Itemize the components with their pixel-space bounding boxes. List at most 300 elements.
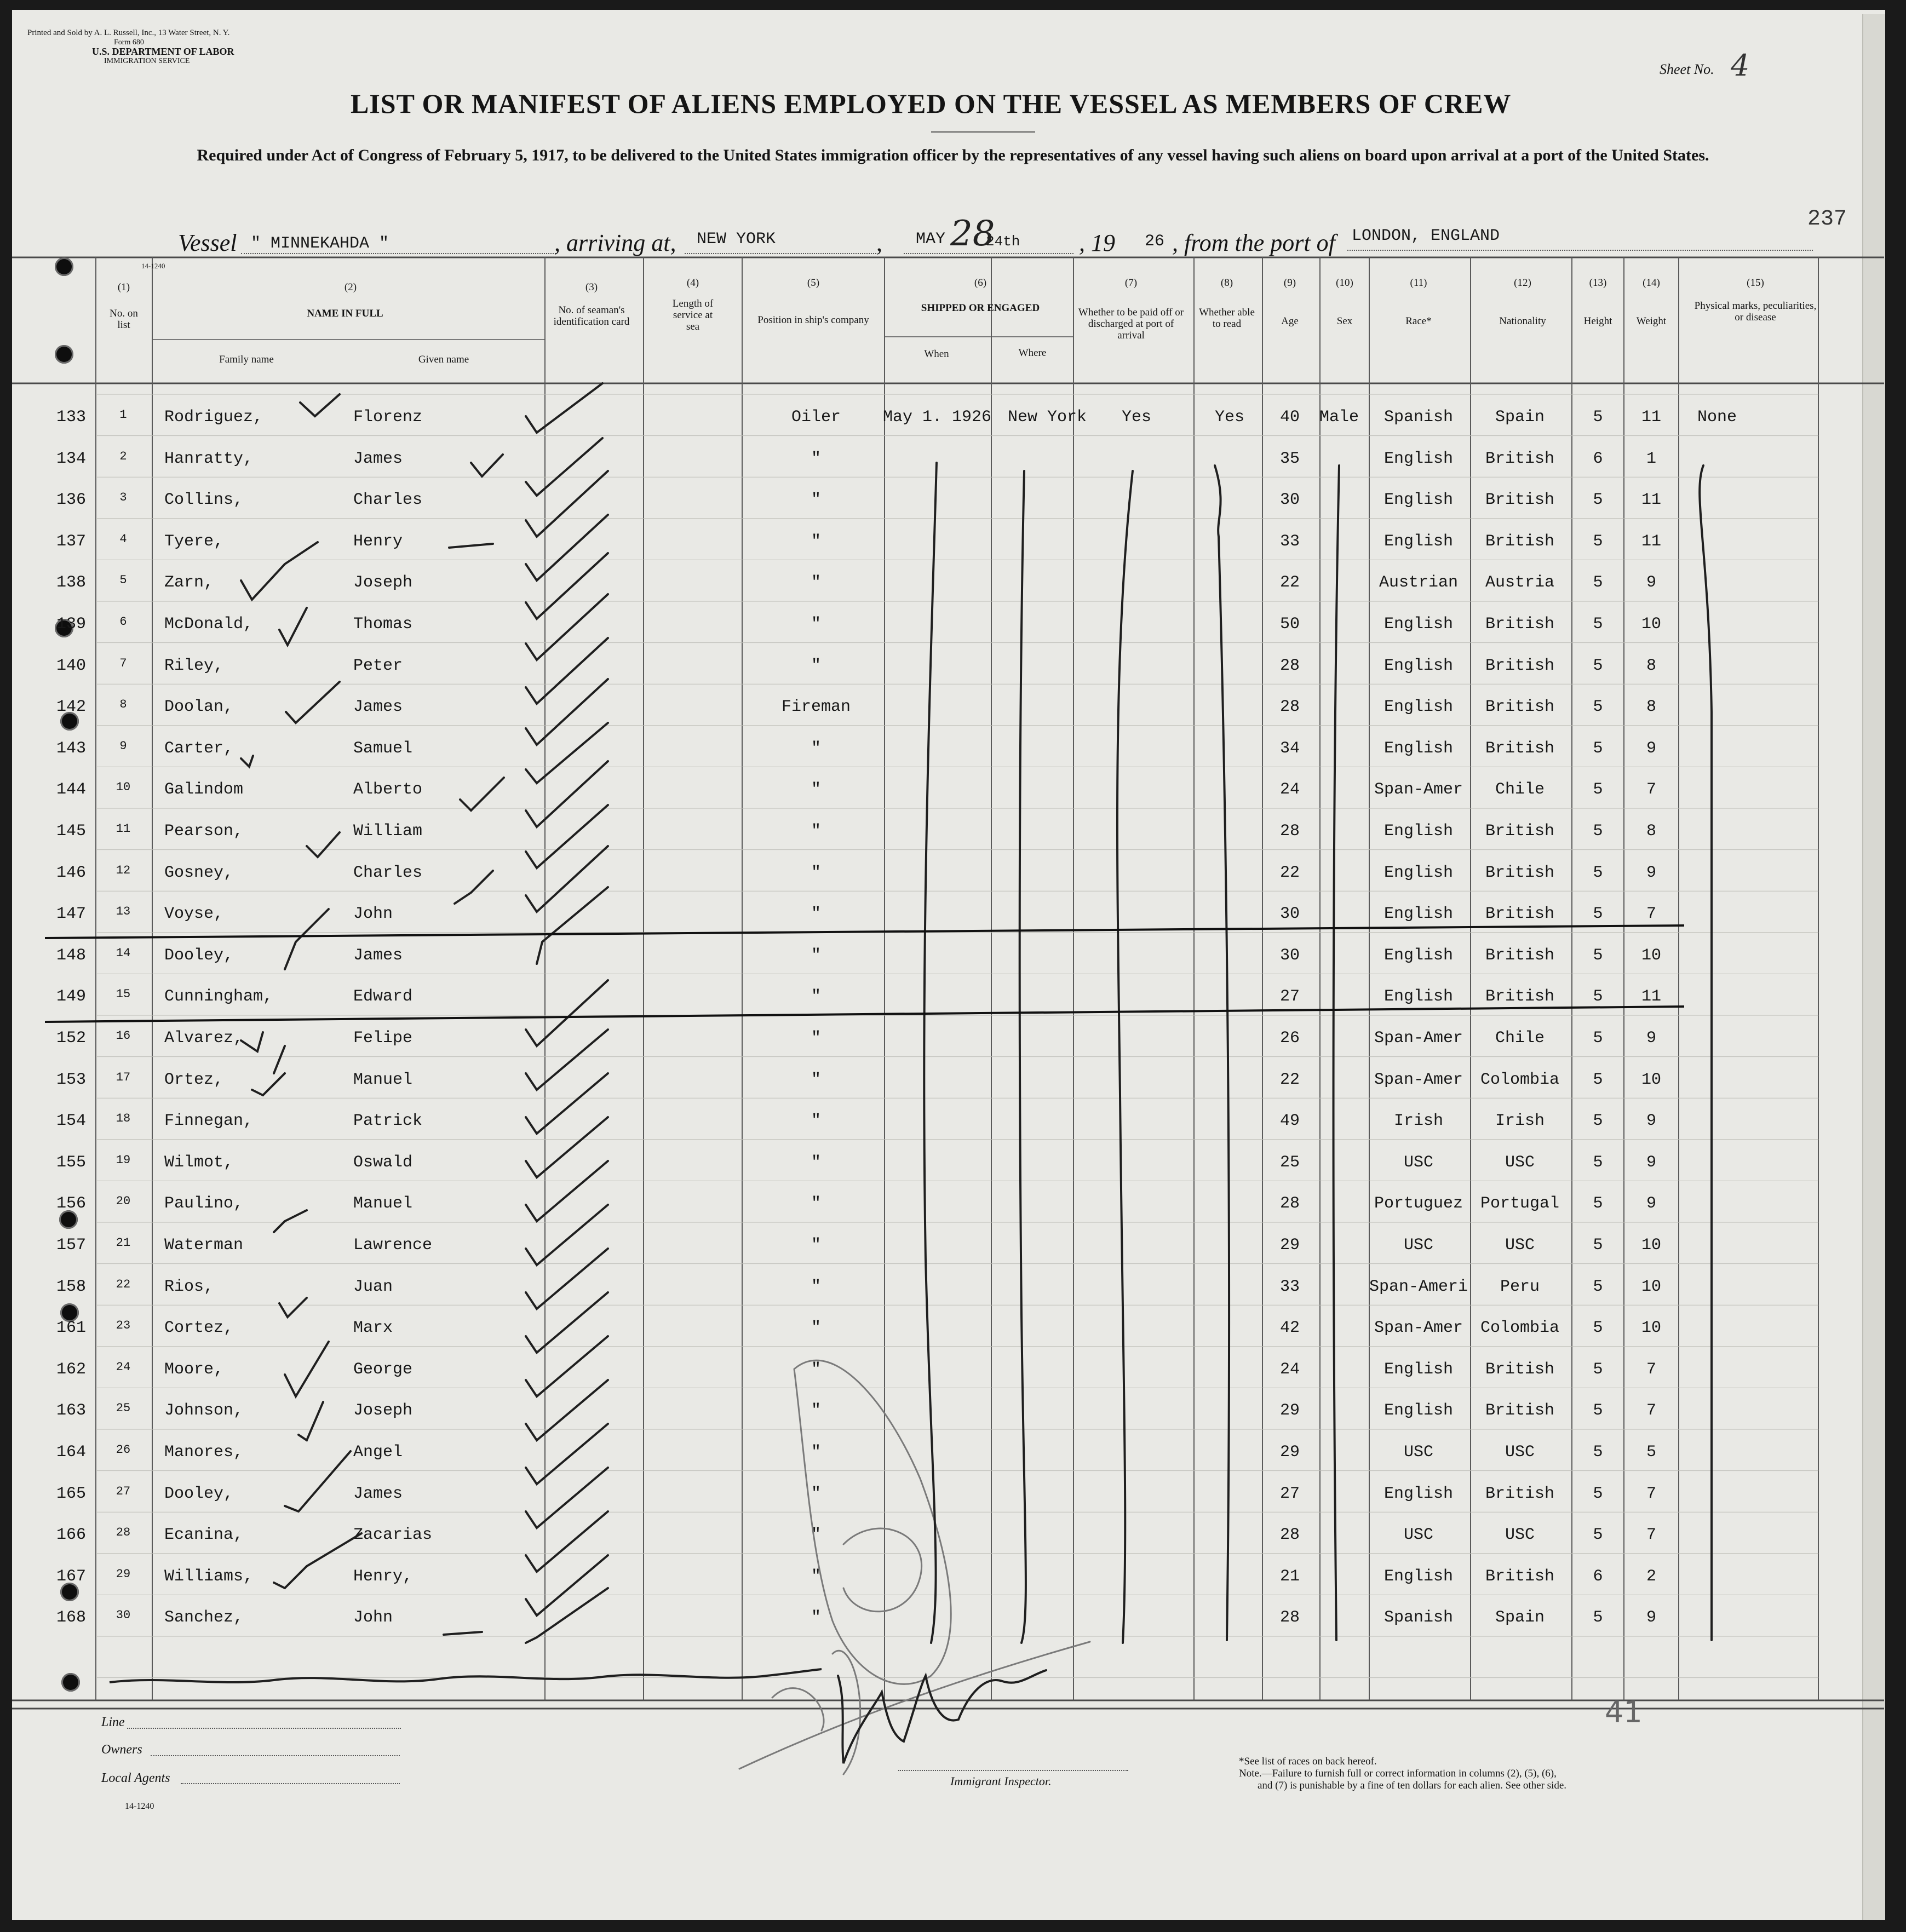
shipped-when-header: When <box>924 348 949 360</box>
cell-race: English <box>1383 987 1454 1007</box>
cell-no: 29 <box>116 1567 131 1581</box>
cell-height: 5 <box>1593 946 1603 965</box>
cell-no: 8 <box>119 698 127 712</box>
cell-position: " <box>811 1070 821 1089</box>
cell-given: Manuel <box>353 1194 413 1214</box>
cell-race: English <box>1383 905 1454 924</box>
inspector-label: Immigrant Inspector. <box>950 1774 1052 1788</box>
cell-margin: 161 <box>56 1319 86 1338</box>
col3-number: (3) <box>585 281 598 293</box>
cell-family: Collins, <box>164 491 244 510</box>
col15-label: Physical marks, peculiarities, or disease <box>1694 300 1817 323</box>
cell-race: USC <box>1403 1443 1433 1462</box>
cell-when: May 1. 1926 <box>883 408 992 427</box>
cell-race: English <box>1383 946 1454 965</box>
cell-read: Yes <box>1214 408 1244 427</box>
arrival-month: MAY <box>916 230 946 249</box>
cell-age: 27 <box>1279 987 1300 1007</box>
cell-age: 27 <box>1279 1484 1300 1503</box>
cell-given: Joseph <box>353 1401 413 1421</box>
cell-given: Charles <box>353 863 423 882</box>
cell-position: " <box>811 1401 821 1421</box>
col9-number: (9) <box>1283 277 1296 289</box>
cell-margin: 144 <box>56 780 86 800</box>
cell-given: William <box>353 822 423 841</box>
arrival-day-typed: 24th <box>986 233 1020 250</box>
from-port-label: , from the port of <box>1172 229 1335 256</box>
footer-form-code: 14-1240 <box>125 1802 154 1811</box>
cell-height: 5 <box>1593 863 1603 882</box>
races-note: *See list of races on back hereof. <box>1239 1756 1377 1767</box>
cell-given: Henry, <box>353 1567 413 1586</box>
arrival-year: 26 <box>1145 232 1165 251</box>
col10-label: Sex <box>1336 315 1353 327</box>
cell-position: " <box>811 1236 821 1255</box>
cell-age: 49 <box>1279 1112 1300 1131</box>
cell-margin: 157 <box>56 1236 86 1255</box>
cell-weight: 9 <box>1646 1112 1656 1131</box>
cell-nationality: Spain <box>1495 1608 1545 1628</box>
year-prefix: , 19 <box>1079 229 1115 256</box>
cell-no: 11 <box>116 822 131 836</box>
cell-nationality: British <box>1485 1360 1555 1379</box>
col3-label: No. of seaman's identification card <box>553 304 630 327</box>
cell-nationality: Chile <box>1495 780 1545 800</box>
sheet-label: Sheet No. <box>1660 61 1714 77</box>
cell-age: 30 <box>1279 946 1300 965</box>
cell-no: 12 <box>116 863 131 877</box>
cell-position: " <box>811 1526 821 1545</box>
cell-age: 34 <box>1279 739 1300 758</box>
cell-margin: 142 <box>56 698 86 717</box>
cell-margin: 134 <box>56 449 86 468</box>
cell-age: 33 <box>1279 532 1300 551</box>
cell-given: James <box>353 698 403 717</box>
cell-margin: 168 <box>56 1608 86 1628</box>
cell-margin: 138 <box>56 573 86 593</box>
cell-weight: 11 <box>1641 491 1661 510</box>
cell-race: Austrian <box>1379 573 1459 593</box>
cell-nationality: British <box>1485 863 1555 882</box>
cell-margin: 137 <box>56 532 86 551</box>
cell-height: 5 <box>1593 1029 1603 1048</box>
cell-given: John <box>353 1608 393 1628</box>
cell-weight: 7 <box>1646 1360 1656 1379</box>
cell-no: 25 <box>116 1401 131 1416</box>
cell-weight: 9 <box>1646 573 1656 593</box>
cell-position: " <box>811 1484 821 1503</box>
cell-race: English <box>1383 822 1454 841</box>
cell-nationality: USC <box>1505 1443 1535 1462</box>
cell-height: 5 <box>1593 1277 1603 1296</box>
cell-age: 22 <box>1279 863 1300 882</box>
cell-weight: 1 <box>1646 449 1656 468</box>
cell-position: " <box>811 1029 821 1048</box>
cell-sex: Male <box>1319 408 1359 427</box>
cell-age: 22 <box>1279 1070 1300 1089</box>
vessel-name: " MINNEKAHDA " <box>251 234 389 253</box>
cell-height: 5 <box>1593 698 1603 717</box>
cell-position: " <box>811 1608 821 1628</box>
cell-position: " <box>811 491 821 510</box>
cell-no: 24 <box>116 1360 131 1374</box>
cell-nationality: British <box>1485 491 1555 510</box>
cell-family: Riley, <box>164 656 224 675</box>
cell-no: 5 <box>119 573 127 588</box>
cell-family: Alvarez, <box>164 1029 244 1048</box>
cell-given: Felipe <box>353 1029 413 1048</box>
cell-given: Patrick <box>353 1112 423 1131</box>
cell-nationality: Peru <box>1500 1277 1540 1296</box>
col5-label: Position in ship's company <box>757 314 869 326</box>
cell-family: Zarn, <box>164 573 214 593</box>
cell-marks: None <box>1697 408 1737 427</box>
cell-paid: Yes <box>1121 408 1151 427</box>
cell-nationality: British <box>1485 449 1555 468</box>
cell-margin: 163 <box>56 1401 86 1421</box>
cell-margin: 146 <box>56 863 86 882</box>
cell-nationality: British <box>1485 1484 1555 1503</box>
cell-age: 35 <box>1279 449 1300 468</box>
cell-weight: 7 <box>1646 780 1656 800</box>
col13-label: Height <box>1583 315 1612 327</box>
cell-nationality: British <box>1485 1567 1555 1586</box>
cell-margin: 165 <box>56 1484 86 1503</box>
cell-margin: 143 <box>56 739 86 758</box>
cell-height: 5 <box>1593 1526 1603 1545</box>
cell-age: 28 <box>1279 822 1300 841</box>
cell-family: Dooley, <box>164 1484 234 1503</box>
cell-family: Tyere, <box>164 532 224 551</box>
col7-number: (7) <box>1124 277 1138 289</box>
cell-age: 24 <box>1279 1360 1300 1379</box>
cell-margin: 158 <box>56 1277 86 1296</box>
cell-family: Rios, <box>164 1277 214 1296</box>
form-number: Form 680 <box>114 38 144 47</box>
cell-weight: 10 <box>1641 1236 1661 1255</box>
ditto-strokes <box>924 463 1712 1643</box>
page-subtitle: Required under Act of Congress of February 5, 1917, to be delivered to the United States immigration officer by the representatives of any vessel having such aliens on board upon arrival at a port of the United States. <box>197 146 1709 164</box>
cell-given: Charles <box>353 491 423 510</box>
cell-nationality: Spain <box>1495 408 1545 427</box>
cell-no: 28 <box>116 1526 131 1540</box>
cell-race: Irish <box>1393 1112 1443 1131</box>
cell-margin: 166 <box>56 1526 86 1545</box>
cell-race: Span-Amer <box>1374 1029 1463 1048</box>
cell-family: Hanratty, <box>164 449 254 468</box>
cell-nationality: Colombia <box>1480 1070 1560 1089</box>
cell-no: 6 <box>119 615 127 629</box>
cell-age: 30 <box>1279 905 1300 924</box>
cell-race: English <box>1383 863 1454 882</box>
cell-age: 40 <box>1279 408 1300 427</box>
cell-no: 9 <box>119 739 127 753</box>
cell-height: 5 <box>1593 1401 1603 1421</box>
col2-number: (2) <box>344 281 357 293</box>
arrival-day-handwritten: 28 <box>950 214 995 254</box>
footer-owners-label: Owners <box>101 1743 142 1757</box>
cell-given: Alberto <box>353 780 423 800</box>
cell-family: Gosney, <box>164 863 234 882</box>
cell-no: 30 <box>116 1608 131 1623</box>
cell-age: 25 <box>1279 1153 1300 1172</box>
cell-margin: 167 <box>56 1567 86 1586</box>
cell-race: Portuguez <box>1374 1194 1463 1214</box>
cell-height: 6 <box>1593 1567 1603 1586</box>
cell-margin: 139 <box>56 615 86 634</box>
cell-nationality: Irish <box>1495 1112 1545 1131</box>
cell-position: " <box>811 1443 821 1462</box>
cell-nationality: British <box>1485 615 1555 634</box>
cell-age: 28 <box>1279 698 1300 717</box>
cell-race: Spanish <box>1383 408 1454 427</box>
cell-margin: 156 <box>56 1194 86 1214</box>
col1-number: (1) <box>117 281 130 293</box>
col5-number: (5) <box>807 277 820 289</box>
cell-family: Cortez, <box>164 1319 234 1338</box>
cell-height: 5 <box>1593 1112 1603 1131</box>
cell-height: 5 <box>1593 905 1603 924</box>
cell-height: 5 <box>1593 491 1603 510</box>
col6-label: SHIPPED OR ENGAGED <box>921 302 1040 314</box>
col14-number: (14) <box>1643 277 1660 289</box>
cell-given: Juan <box>353 1277 393 1296</box>
col4-number: (4) <box>686 277 699 289</box>
cell-given: James <box>353 449 403 468</box>
cell-nationality: Portugal <box>1480 1194 1560 1214</box>
cell-age: 50 <box>1279 615 1300 634</box>
cell-no: 13 <box>116 905 131 919</box>
col8-label: Whether able to read <box>1199 307 1255 330</box>
cell-given: Peter <box>353 656 403 675</box>
cell-given: Zacarias <box>353 1526 433 1545</box>
cell-height: 5 <box>1593 1360 1603 1379</box>
cell-age: 28 <box>1279 1608 1300 1628</box>
col12-label: Nationality <box>1499 315 1546 327</box>
cell-family: Johnson, <box>164 1401 244 1421</box>
cell-margin: 154 <box>56 1112 86 1131</box>
cell-age: 30 <box>1279 491 1300 510</box>
cell-margin: 145 <box>56 822 86 841</box>
cell-margin: 155 <box>56 1153 86 1172</box>
failure-note: Note.—Failure to furnish full or correct information in columns (2), (5), (6), <box>1239 1768 1557 1779</box>
cell-race: English <box>1383 491 1454 510</box>
cell-position: " <box>811 946 821 965</box>
cell-weight: 11 <box>1641 408 1661 427</box>
col8-number: (8) <box>1220 277 1233 289</box>
col15-number: (15) <box>1747 277 1764 289</box>
cell-margin: 133 <box>56 408 86 427</box>
cell-nationality: Austria <box>1485 573 1555 593</box>
cell-nationality: British <box>1485 946 1555 965</box>
cell-family: Voyse, <box>164 905 224 924</box>
arrival-port: NEW YORK <box>697 230 776 249</box>
col9-label: Age <box>1281 315 1299 327</box>
col2-label: NAME IN FULL <box>307 308 383 319</box>
cell-height: 5 <box>1593 1608 1603 1628</box>
cell-family: Waterman <box>164 1236 244 1255</box>
cell-height: 5 <box>1593 1236 1603 1255</box>
cell-weight: 10 <box>1641 1319 1661 1338</box>
cell-family: Moore, <box>164 1360 224 1379</box>
cell-margin: 153 <box>56 1070 86 1089</box>
closing-line <box>110 1669 822 1682</box>
cell-family: Carter, <box>164 739 234 758</box>
cell-no: 21 <box>116 1236 131 1250</box>
cell-race: Span-Amer <box>1374 1070 1463 1089</box>
cell-weight: 9 <box>1646 1029 1656 1048</box>
cell-nationality: British <box>1485 905 1555 924</box>
given-name-header: Given name <box>418 354 469 365</box>
cell-given: Thomas <box>353 615 413 634</box>
cell-family: Rodriguez, <box>164 408 263 427</box>
cell-given: Lawrence <box>353 1236 433 1255</box>
col1-label: No. on list <box>110 308 138 331</box>
vessel-label: Vessel <box>178 229 237 256</box>
cell-no: 3 <box>119 491 127 505</box>
cell-given: Manuel <box>353 1070 413 1089</box>
cell-family: Cunningham, <box>164 987 273 1007</box>
cell-position: " <box>811 1194 821 1214</box>
cell-position: " <box>811 656 821 675</box>
cell-nationality: USC <box>1505 1526 1535 1545</box>
cell-nationality: British <box>1485 1401 1555 1421</box>
cell-nationality: British <box>1485 739 1555 758</box>
cell-age: 42 <box>1279 1319 1300 1338</box>
col10-number: (10) <box>1336 277 1353 289</box>
cell-given: Joseph <box>353 573 413 593</box>
cell-nationality: British <box>1485 822 1555 841</box>
cell-no: 19 <box>116 1153 131 1167</box>
cell-margin: 152 <box>56 1029 86 1048</box>
cell-given: George <box>353 1360 413 1379</box>
cell-age: 24 <box>1279 780 1300 800</box>
cell-race: English <box>1383 532 1454 551</box>
page-title: LIST OR MANIFEST OF ALIENS EMPLOYED ON THE VESSEL AS MEMBERS OF CREW <box>351 88 1512 119</box>
cell-height: 5 <box>1593 1484 1603 1503</box>
page-number: 237 <box>1807 207 1847 232</box>
cell-age: 29 <box>1279 1443 1300 1462</box>
cell-given: Edward <box>353 987 413 1007</box>
cell-height: 5 <box>1593 1443 1603 1462</box>
cell-position: " <box>811 1567 821 1586</box>
cell-given: James <box>353 1484 403 1503</box>
cell-race: Spanish <box>1383 1608 1454 1628</box>
cell-nationality: Chile <box>1495 1029 1545 1048</box>
footer-line-label: Line <box>101 1715 125 1729</box>
cell-given: Henry <box>353 532 403 551</box>
cell-position: " <box>811 822 821 841</box>
col4-label: Length of service at sea <box>672 298 714 332</box>
cell-position: " <box>811 573 821 593</box>
cell-position: " <box>811 1153 821 1172</box>
sheet-number: 4 <box>1731 48 1750 83</box>
cell-weight: 10 <box>1641 946 1661 965</box>
cell-age: 28 <box>1279 1526 1300 1545</box>
cell-height: 5 <box>1593 1194 1603 1214</box>
cell-age: 29 <box>1279 1236 1300 1255</box>
cell-race: Span-Amer <box>1374 780 1463 800</box>
cell-no: 26 <box>116 1443 131 1457</box>
col12-number: (12) <box>1514 277 1531 289</box>
cell-race: USC <box>1403 1153 1433 1172</box>
handwritten-count: 41 <box>1605 1695 1643 1729</box>
cell-race: English <box>1383 1567 1454 1586</box>
cell-position: " <box>811 739 821 758</box>
cell-given: Florenz <box>353 408 423 427</box>
cell-age: 28 <box>1279 656 1300 675</box>
cell-race: Span-Ameri <box>1369 1277 1468 1296</box>
cell-given: Oswald <box>353 1153 413 1172</box>
cell-nationality: British <box>1485 698 1555 717</box>
cell-family: Dooley, <box>164 946 234 965</box>
cell-race: English <box>1383 656 1454 675</box>
cell-position: " <box>811 532 821 551</box>
col13-number: (13) <box>1589 277 1607 289</box>
signature-icon <box>739 1360 1090 1774</box>
cell-family: Ortez, <box>164 1070 224 1089</box>
cell-family: Sanchez, <box>164 1608 244 1628</box>
cell-no: 15 <box>116 987 131 1002</box>
cell-weight: 9 <box>1646 739 1656 758</box>
cell-no: 22 <box>116 1277 131 1291</box>
cell-height: 5 <box>1593 1070 1603 1089</box>
cell-height: 5 <box>1593 780 1603 800</box>
cell-position: " <box>811 780 821 800</box>
cell-family: Galindom <box>164 780 244 800</box>
cell-age: 33 <box>1279 1277 1300 1296</box>
cell-nationality: British <box>1485 532 1555 551</box>
cell-no: 7 <box>119 656 127 670</box>
cell-age: 22 <box>1279 573 1300 593</box>
cell-position: " <box>811 615 821 634</box>
cell-nationality: British <box>1485 987 1555 1007</box>
cell-weight: 9 <box>1646 863 1656 882</box>
cell-family: Williams, <box>164 1567 254 1586</box>
cell-position: " <box>811 1112 821 1131</box>
family-name-header: Family name <box>219 354 274 365</box>
cell-age: 26 <box>1279 1029 1300 1048</box>
cell-margin: 162 <box>56 1360 86 1379</box>
cell-family: Doolan, <box>164 698 234 717</box>
printer-imprint: Printed and Sold by A. L. Russell, Inc., 13 Water Street, N. Y. <box>27 28 230 37</box>
cell-where: New York <box>1008 408 1087 427</box>
cell-height: 5 <box>1593 573 1603 593</box>
department-name: U.S. DEPARTMENT OF LABOR <box>92 46 234 57</box>
cell-nationality: USC <box>1505 1153 1535 1172</box>
cell-weight: 8 <box>1646 656 1656 675</box>
cell-position: Oiler <box>791 408 841 427</box>
cell-age: 21 <box>1279 1567 1300 1586</box>
cell-no: 23 <box>116 1319 131 1333</box>
shipped-where-header: Where <box>1018 347 1047 359</box>
cell-no: 4 <box>119 532 127 546</box>
col11-number: (11) <box>1410 277 1427 289</box>
cell-weight: 9 <box>1646 1194 1656 1214</box>
cell-family: McDonald, <box>164 615 254 634</box>
check-marks <box>241 383 608 1643</box>
col7-label: Whether to be paid off or discharged at port of arrival <box>1078 307 1184 341</box>
cell-given: Marx <box>353 1319 393 1338</box>
cell-no: 16 <box>116 1029 131 1043</box>
cell-no: 17 <box>116 1070 131 1084</box>
cell-weight: 9 <box>1646 1608 1656 1628</box>
cell-weight: 10 <box>1641 1070 1661 1089</box>
service-name: IMMIGRATION SERVICE <box>104 57 190 65</box>
cell-position: " <box>811 987 821 1007</box>
col14-label: Weight <box>1636 315 1667 327</box>
cell-no: 2 <box>119 449 127 463</box>
